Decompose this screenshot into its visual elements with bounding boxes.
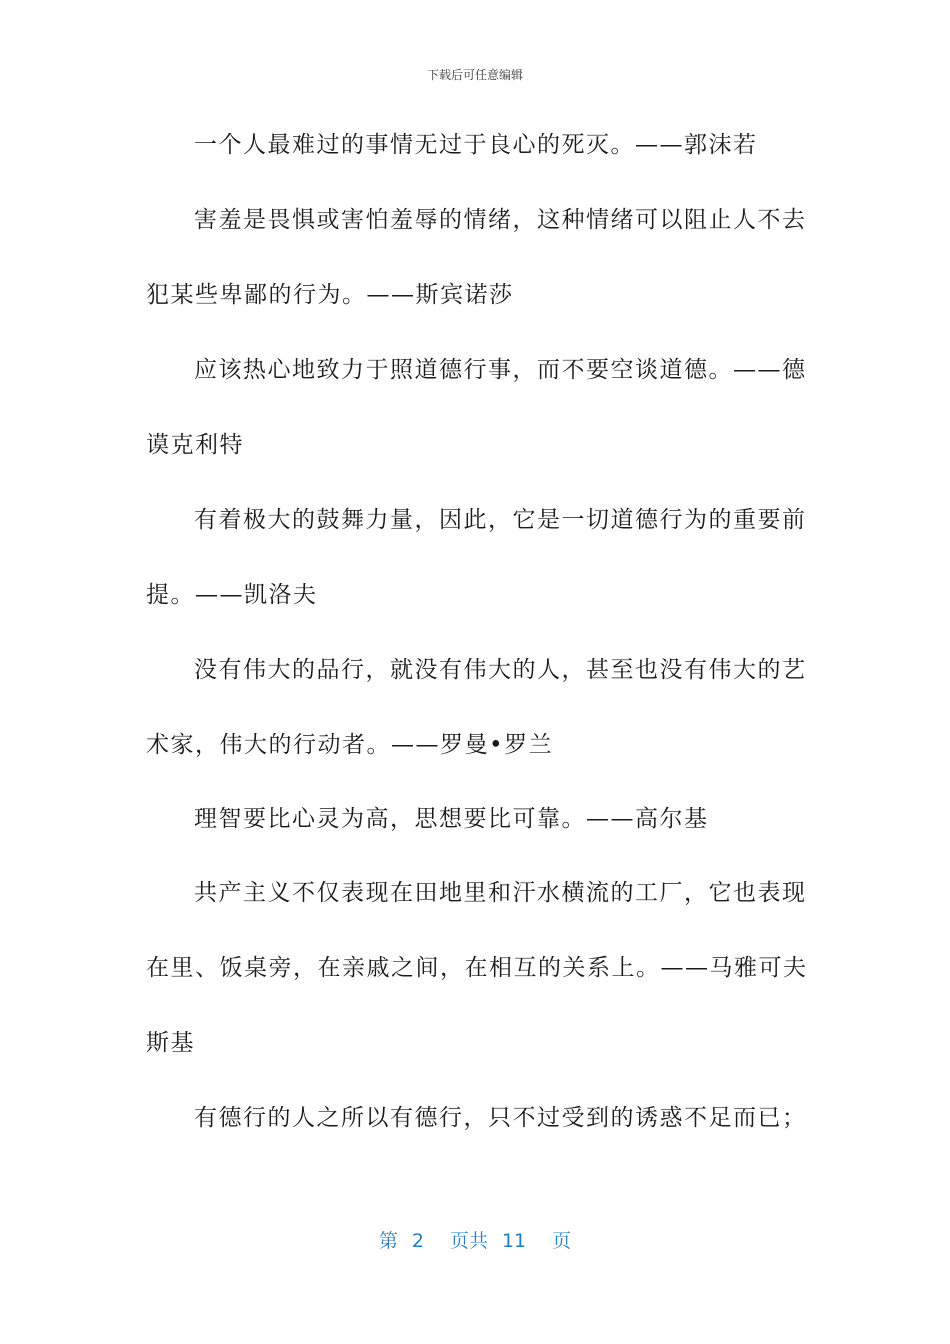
- text-line: 一个人最难过的事情无过于良心的死灭。——郭沫若: [194, 132, 758, 158]
- header-note: 下载后可任意编辑: [426, 68, 523, 82]
- total-pages-number: 11: [501, 1230, 527, 1252]
- current-page-number: 2: [411, 1230, 424, 1252]
- text-line: 在里、饭桌旁，在亲戚之间，在相互的关系上。——马雅可夫: [146, 955, 808, 981]
- text-line: 有德行的人之所以有德行，只不过受到的诱惑不足而已；: [194, 1105, 807, 1131]
- text-line: 提。——凯洛夫: [146, 582, 318, 608]
- text-line: 谟克利特: [146, 432, 244, 458]
- text-line: 犯某些卑鄙的行为。——斯宾诺莎: [146, 282, 514, 308]
- footer-middle: 页共: [449, 1230, 488, 1252]
- text-line: 应该热心地致力于照道德行事，而不要空谈道德。——德: [194, 357, 807, 383]
- text-line: 术家，伟大的行动者。——罗曼•罗兰: [146, 732, 554, 758]
- text-line: 有着极大的鼓舞力量，因此，它是一切道德行为的重要前: [194, 507, 807, 533]
- text-line: 没有伟大的品行，就没有伟大的人，甚至也没有伟大的艺: [194, 657, 807, 683]
- text-line: 害羞是畏惧或害怕羞辱的情绪，这种情绪可以阻止人不去: [194, 207, 807, 233]
- footer-prefix: 第: [378, 1230, 398, 1252]
- text-line: 理智要比心灵为高，思想要比可靠。——高尔基: [194, 806, 709, 832]
- text-line: 斯基: [146, 1030, 195, 1056]
- footer-suffix: 页: [552, 1230, 572, 1252]
- text-line: 共产主义不仅表现在田地里和汗水横流的工厂，它也表现: [194, 880, 807, 906]
- page-footer: [0, 1226, 950, 1253]
